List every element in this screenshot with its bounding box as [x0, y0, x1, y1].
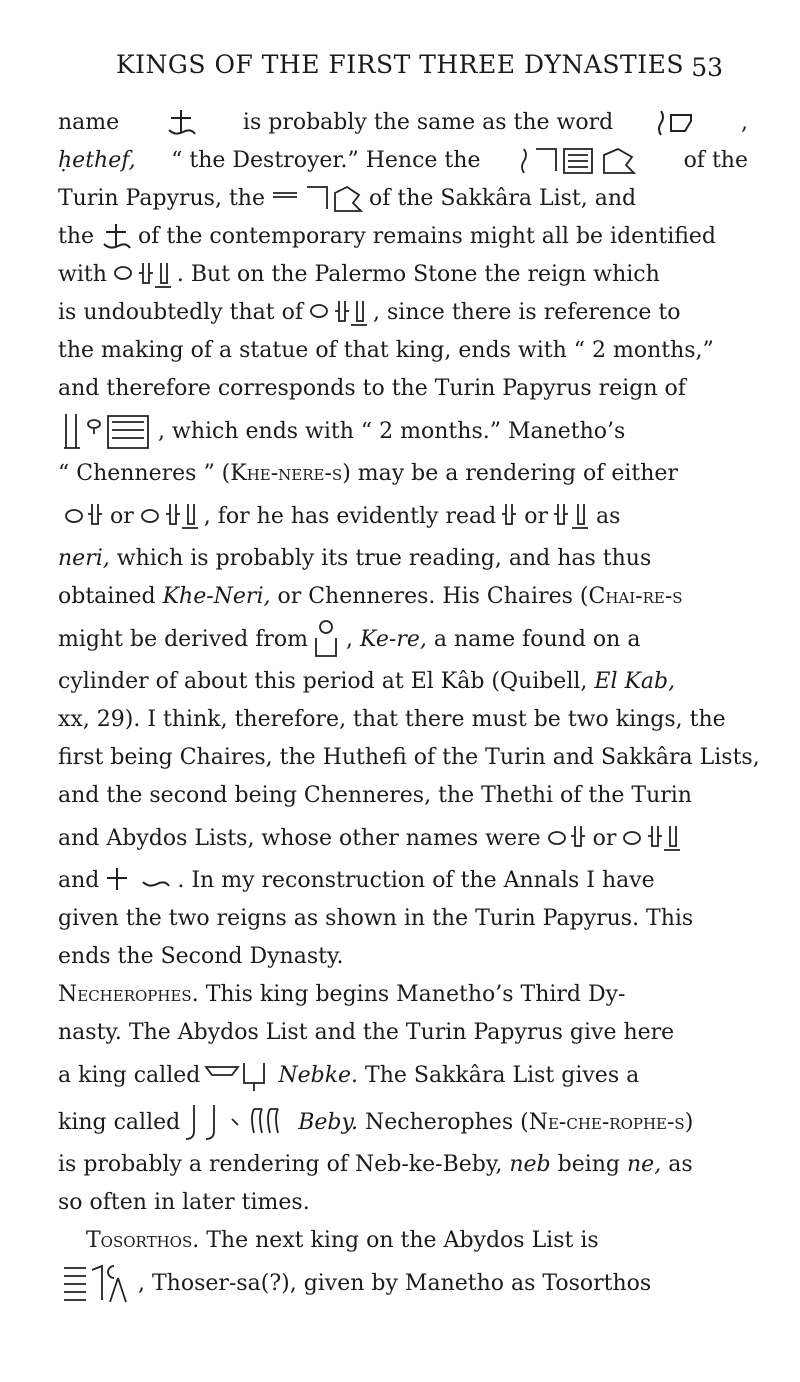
line-text: , Thoser-sa(?), given by Manetho as Tosorthos — [138, 1270, 652, 1296]
line-text: Beby. — [298, 1109, 359, 1135]
line-text: ) may be a rendering of either — [342, 461, 678, 486]
line-text: El Kab, — [594, 669, 676, 694]
line-text: being — [557, 1152, 621, 1177]
line-text: neri, — [58, 546, 110, 571]
line-text: so often in later times. — [58, 1190, 310, 1215]
text-line — [58, 777, 748, 815]
text-line — [58, 1260, 748, 1307]
hieroglyph-sun-ka-icon — [312, 620, 342, 660]
text-line — [58, 142, 748, 180]
text-line — [58, 332, 748, 370]
text-line — [58, 104, 748, 142]
line-text: name — [58, 110, 120, 135]
text-line — [58, 1184, 748, 1222]
hieroglyph-neter-icon — [545, 822, 589, 856]
line-text: , — [346, 626, 354, 652]
text-line — [58, 1014, 748, 1052]
text-line — [58, 540, 748, 578]
line-text: Nebke. — [278, 1062, 359, 1088]
hieroglyph-neter-icon — [620, 822, 682, 856]
text-line — [58, 701, 748, 739]
text-line — [58, 455, 748, 493]
line-text: ) — [684, 1109, 694, 1135]
page-number: 53 — [691, 53, 723, 82]
hieroglyph-cross-icon — [103, 866, 173, 896]
line-text: , since there is reference to — [373, 300, 681, 325]
line-text: might be derived from — [58, 626, 309, 652]
line-text: , for he has evidently read — [203, 503, 497, 529]
text-line — [58, 815, 748, 862]
text-line — [58, 1146, 748, 1184]
text-line — [58, 370, 748, 408]
line-text: a name found on a — [433, 626, 641, 652]
line-text: is probably a rendering of Neb-ke-Beby, — [58, 1152, 503, 1177]
line-text: of the — [683, 148, 748, 173]
line-text: and therefore corresponds to the Turin Papyrus reign of — [58, 376, 686, 401]
hieroglyph-cross-icon — [98, 222, 134, 252]
line-text: king called — [58, 1109, 181, 1135]
line-text: is probably the same as the word — [242, 110, 614, 135]
body-text — [58, 104, 760, 1307]
line-text: ends the Second Dynasty. — [58, 944, 344, 969]
line-text: Khe-nere-s — [230, 461, 343, 486]
line-text: “ Chenneres ” ( — [58, 461, 231, 486]
line-text: or — [110, 503, 134, 529]
hieroglyph-seated-icon — [62, 1262, 134, 1306]
text-line — [58, 739, 760, 777]
hieroglyph-sun-ka-icon — [62, 412, 154, 452]
line-text: Necherophes. — [58, 982, 199, 1007]
line-text: of the contemporary remains might all be identified — [138, 224, 717, 249]
line-text: and Abydos Lists, whose other names were — [58, 825, 541, 851]
hieroglyph-neter-icon — [307, 297, 369, 329]
line-text: or — [592, 825, 617, 851]
line-text: Necherophes ( — [365, 1109, 529, 1135]
hieroglyph-neter-icon — [111, 259, 173, 291]
line-text: , which ends with “ 2 months.” Manetho’s — [158, 418, 626, 444]
line-text: and — [58, 868, 100, 893]
line-text: neb — [509, 1152, 551, 1177]
line-text: This king begins Manetho’s Third Dy- — [205, 982, 626, 1007]
line-text: , — [740, 110, 748, 135]
line-text: The next king on the Abydos List is — [206, 1228, 599, 1253]
text-line — [58, 578, 748, 616]
line-text: as — [595, 503, 621, 529]
line-text: the — [58, 224, 95, 249]
line-text: nasty. The Abydos List and the Turin Papyrus give here — [58, 1020, 675, 1045]
text-line — [58, 493, 748, 540]
hieroglyph-neter-icon — [62, 500, 106, 534]
line-text: of the Sakkâra List, and — [369, 186, 637, 211]
line-text: Tosorthos. — [86, 1228, 200, 1253]
line-text: obtained — [58, 584, 156, 609]
line-text: with — [58, 262, 107, 287]
line-text: Ne-che-rophe-s — [528, 1109, 685, 1135]
line-text: is undoubtedly that of — [58, 300, 303, 325]
text-line — [58, 294, 748, 332]
line-text: Ke-re, — [360, 626, 427, 652]
line-text: ne, — [627, 1152, 662, 1177]
text-line — [58, 938, 748, 976]
line-text: or Chenneres. His Chaires ( — [277, 584, 589, 609]
line-text: or — [524, 503, 548, 529]
line-text: . In my reconstruction of the Annals I have — [177, 868, 655, 893]
text-line — [58, 180, 748, 218]
hieroglyph-neter-icon — [552, 500, 592, 534]
line-text: given the two reigns as shown in the Turin Papyrus. This — [58, 906, 694, 931]
hieroglyph-neter-icon — [138, 500, 200, 534]
line-text: as — [668, 1152, 693, 1177]
hieroglyph-neter-icon — [520, 145, 644, 177]
hieroglyph-bird-icon — [204, 1059, 274, 1093]
line-text: Khe-Neri, — [162, 584, 271, 609]
text-line — [58, 408, 748, 455]
line-text: “ the Destroyer.” Hence the — [171, 148, 481, 173]
text-line — [58, 663, 748, 701]
line-text: xx, 29). I think, therefore, that there must be two kings, the — [58, 707, 726, 732]
line-text: . But on the Palermo Stone the reign which — [176, 262, 660, 287]
text-line — [58, 1222, 748, 1260]
line-text: first being Chaires, the Huthefi of the Turin and Sakkâra Lists, — [58, 745, 760, 770]
hieroglyph-mouth-icon — [269, 183, 365, 215]
line-text: Turin Papyrus, the — [58, 186, 265, 211]
text-line — [58, 900, 748, 938]
line-text: a king called — [58, 1062, 201, 1088]
text-line — [58, 1052, 748, 1099]
hieroglyph-cross-icon — [163, 108, 199, 138]
hieroglyph-seated-icon — [184, 1103, 294, 1143]
running-title: KINGS OF THE FIRST THREE DYNASTIES — [115, 50, 684, 79]
page-header — [0, 50, 800, 90]
text-line — [58, 616, 748, 663]
text-line — [58, 218, 748, 256]
line-text: ḥethef, — [58, 148, 136, 173]
text-line — [58, 862, 748, 900]
text-line — [58, 1099, 748, 1146]
hieroglyph-neter-icon — [500, 500, 520, 534]
line-text: cylinder of about this period at El Kâb (Quibell, — [58, 669, 588, 694]
line-text: and the second being Chenneres, the Thethi of the Turin — [58, 783, 692, 808]
line-text: Chai-re-s — [588, 584, 683, 609]
line-text: The Sakkâra List gives a — [365, 1062, 640, 1088]
line-text: the making of a statue of that king, ends with “ 2 months,” — [58, 338, 714, 363]
text-line — [58, 976, 748, 1014]
hieroglyph-reed-arm-icon — [657, 107, 697, 139]
line-text: which is probably its true reading, and has thus — [116, 546, 652, 571]
text-line — [58, 256, 748, 294]
